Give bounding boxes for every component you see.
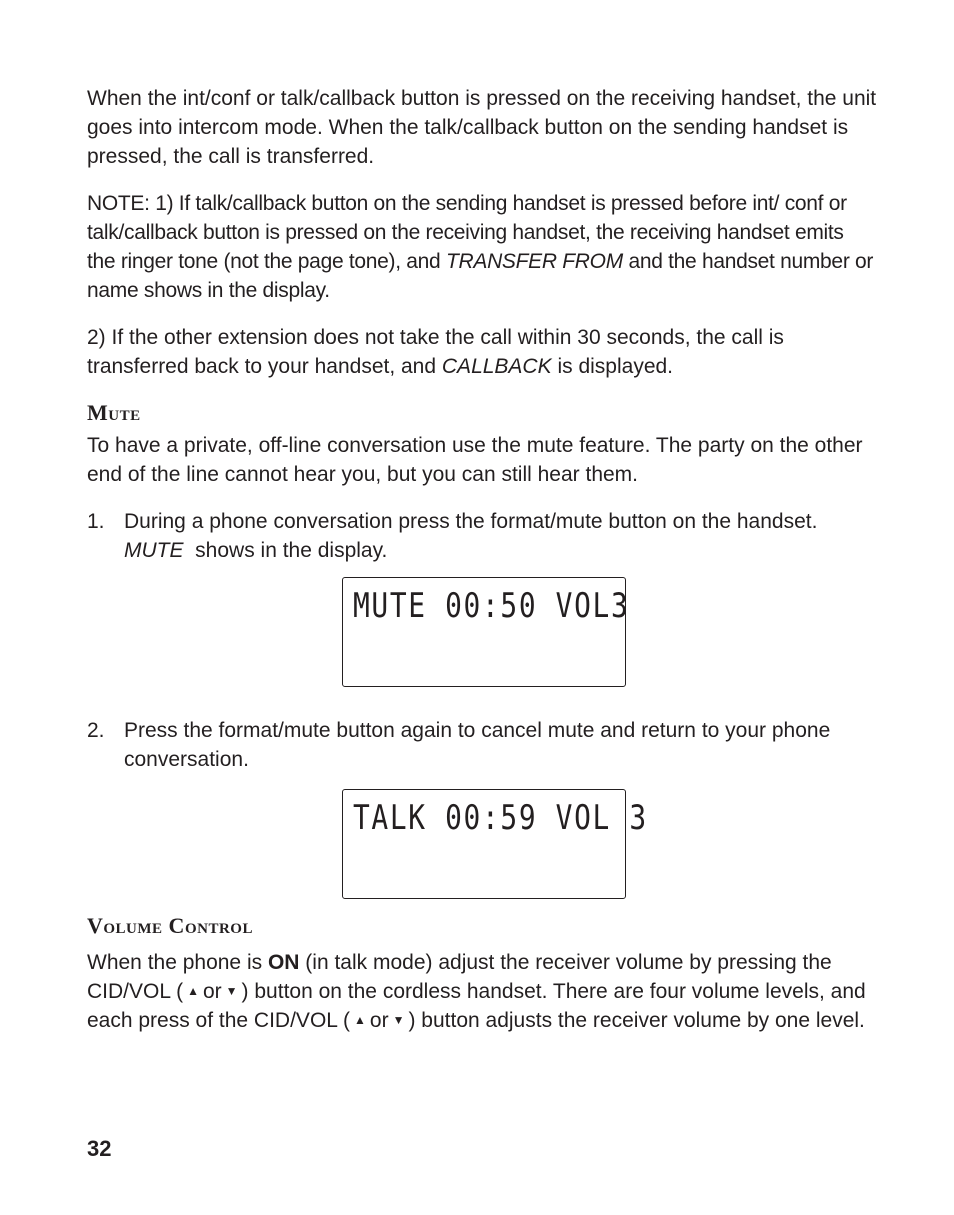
volume-text-3: ) button on the cordless handset. There are four volume levels, and each press of the CID/VOL ( bbox=[87, 980, 866, 1032]
volume-text-2: (in talk mode) adjust the receiver volume by pressing the CID/VOL ( bbox=[87, 951, 832, 1003]
volume-section bbox=[87, 914, 877, 1035]
lcd-text-talk: TALK 00:59 VOL 3 bbox=[353, 798, 648, 838]
mute-intro: To have a private, off-line conversation use the mute feature. The party on the other end of the line cannot hear you, but you can still hear them. bbox=[87, 434, 863, 486]
down-arrow-icon: ▼ bbox=[392, 1013, 405, 1027]
step-number: 2. bbox=[87, 719, 105, 742]
or-text: or bbox=[369, 1009, 389, 1032]
mute-step-1 bbox=[87, 507, 877, 565]
mute-step-2 bbox=[87, 716, 877, 774]
volume-paragraph bbox=[87, 948, 877, 1035]
note-1 bbox=[87, 189, 877, 305]
lcd-text-mute: MUTE 00:50 VOL3 bbox=[353, 586, 630, 626]
down-arrow-icon: ▼ bbox=[225, 984, 238, 998]
step-number: 1. bbox=[87, 510, 105, 533]
volume-text-1: When the phone is bbox=[87, 951, 268, 974]
note-1-text-b: and the handset number or name shows in the display. bbox=[87, 250, 874, 302]
note-2-emphasis: CALLBACK bbox=[441, 355, 552, 378]
intro-paragraph: When the int/conf or talk/callback button is pressed on the receiving handset, the unit goes into intercom mode. When the talk/callback button on the sending handset is pressed, the call is transferred. bbox=[87, 87, 877, 168]
page-body bbox=[87, 84, 877, 565]
up-arrow-icon: ▲ bbox=[354, 1013, 366, 1027]
or-text: or bbox=[202, 980, 222, 1003]
up-arrow-icon: ▲ bbox=[187, 984, 199, 998]
note-1-emphasis: TRANSFER FROM bbox=[445, 250, 623, 273]
volume-heading: Volume Control bbox=[87, 913, 253, 938]
note-2-text-b: is displayed. bbox=[551, 355, 674, 378]
volume-text-4: ) button adjusts the receiver volume by one level. bbox=[408, 1009, 865, 1032]
on-label: ON bbox=[267, 951, 300, 974]
note-2-text-a: 2) If the other extension does not take the call within 30 seconds, the call is transferred back to your handset, and bbox=[87, 326, 784, 378]
lcd-display-mute bbox=[342, 577, 630, 687]
lcd-display-talk bbox=[342, 789, 648, 899]
step-1-text-b: shows in the display. bbox=[183, 539, 388, 562]
page-number: 32 bbox=[87, 1136, 112, 1161]
note-1-text-a: NOTE: 1) If talk/callback button on the sending handset is pressed before int/ conf or talk/callback button is pressed on the receiving handset, the receiving handset emits the ringer tone (not the page tone), and bbox=[87, 192, 847, 273]
step-1-text-a: During a phone conversation press the format/mute button on the handset. bbox=[124, 510, 818, 533]
step-2-text: Press the format/mute button again to cancel mute and return to your phone conversation. bbox=[124, 719, 831, 771]
step-1-emphasis: MUTE bbox=[124, 539, 184, 562]
note-2 bbox=[87, 323, 877, 381]
mute-step-2-block bbox=[87, 716, 877, 774]
mute-heading: Mute bbox=[87, 400, 141, 425]
